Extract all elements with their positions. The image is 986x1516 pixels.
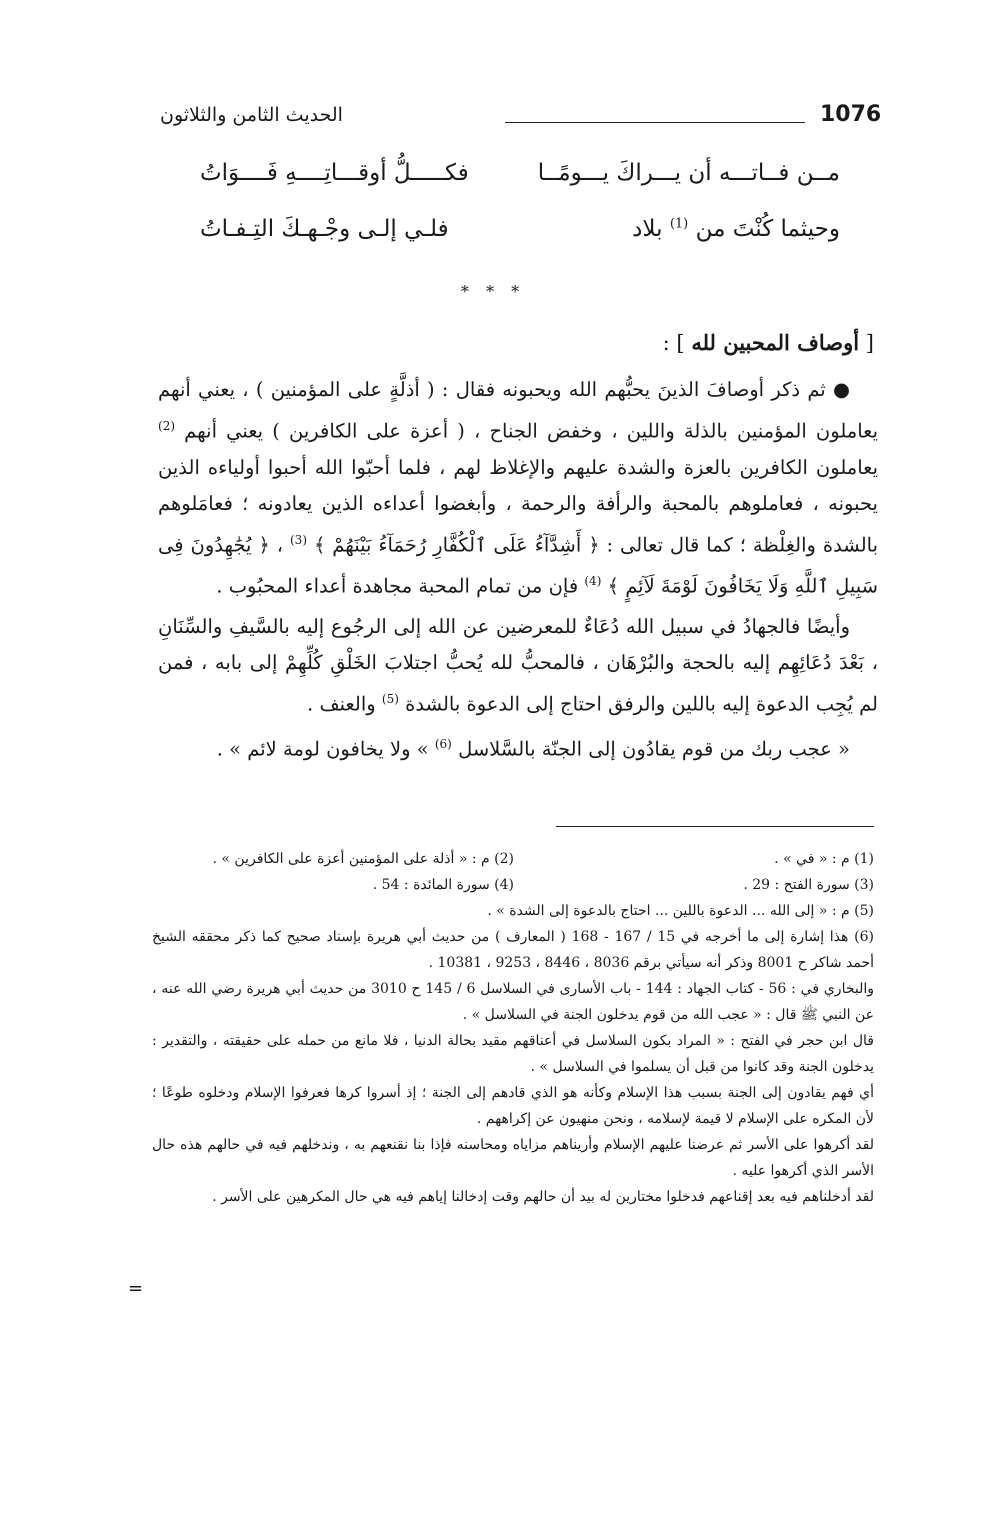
text-run: ، ﴿ يُجَٰهِدُونَ فِى سَبِيلِ ٱللَّهِ وَلَا يَخَافُونَ لَوْمَةَ لَآئِمٍ ﴾: [158, 533, 878, 598]
footnote-6-cont: قال ابن حجر في الفتح : « المراد بكون السلاسل في أعناقهم مقيد بحالة الدنيا ، فلا مانع من حمله على حقيقته ، والتقدير : يدخلون الجنة وقد كانوا من قبل أن يسلموا في السلاسل » .: [152, 1033, 874, 1075]
footnote-ref: (4): [584, 574, 602, 588]
footnote-6-cont: لقد أكرهوا على الأسر ثم عرضنا عليهم الإسلام وأريناهم مزاياه ومحاسنه فإذا بنا نقنعهم به ، وندخلهم فيه في حالهم هذه حال الأسر الذي أكرهوا عليه .: [152, 1137, 874, 1179]
text-run: وأيضًا فالجهادُ في سبيل الله دُعَاءٌ للمعرضين عن الله إلى الرجُوع إليه بالسَّيفِ والسِّنَانِ ، بَعْدَ دُعَائِهِم إليه بالحجة والبُرْهَان ، فالمحبُّ لله يُحبُّ اجتلابَ الخَلْقِ كُلِّهِمْ إلى بابه ، فمن لم يُجِب الدعوة إليه باللين والرفق احتاج إلى الدعوة بالشدة: [158, 614, 878, 715]
footnote-6-cont: أي فهم يقادون إلى الجنة بسبب هذا الإسلام وكأنه هو الذي قادهم إلى الجنة ؛ إذ أسروا كرها فعرفوا الإسلام ودخلوه طوعًا ؛ لأن المكره على الإسلام لا قيمة لإسلامه ، ونحن منهيون عن إكراههم .: [152, 1085, 874, 1127]
continuation-mark: =: [128, 1278, 144, 1299]
footnote-4: (4) سورة المائدة : 54 .: [372, 877, 514, 893]
footnote-separator: [556, 826, 874, 827]
footnote-6: (6) هذا إشارة إلى ما أخرجه في 15 / 167 - 168 ( المعارف ) من حديث أبي هريرة بإسناد صحيح كما ذكر محققه الشيخ أحمد شاكر ح 8001 وذكر أنه سيأتي برقم 8036 ، 8446 ، 9253 ، 10381 .: [152, 929, 874, 971]
poem-text: بلاد: [632, 216, 663, 242]
footnote-ref: (2): [158, 419, 176, 433]
footnote-row: [152, 846, 874, 872]
poem-hemistich-first: مــن فــاتـــه أن يـــراكَ يـــومًــا: [537, 160, 840, 186]
text-run: « عجب ربك من قوم يقادُون إلى الجنّة بالسَّلاسل: [458, 737, 850, 761]
footnotes: [152, 846, 874, 1210]
section-title: أوصاف المحبين لله: [691, 330, 860, 355]
text-run: » ولا يخافون لومة لائم » .: [216, 737, 429, 761]
text-run: يعاملون الكافرين بالعزة والشدة عليهم والإغلاظ لهم ، فلما أحبّوا الله أحبوا أولياءه الذين يحبونه ، فعاملوهم بالمحبة والرأفة والرحمة ، وأبغضوا أعداءه الذين يعادونه ؛ فعامَلوهم بالشدة والغِلْظة ؛ كما قال تعالى : ﴿ أَشِدَّآءُ عَلَى ٱلْكُفَّارِ رُحَمَآءُ بَيْنَهُمْ ﴾: [158, 455, 879, 556]
bracket-open: [: [865, 331, 874, 355]
page-header: [160, 100, 882, 140]
section-divider: * * *: [460, 282, 526, 301]
text-run: ● ثم ذكر أوصافَ الذينَ يحبُّهم الله ويحبونه فقال : ( أذلَّةٍ على المؤمنين ) ، يعني أنهم يعاملون المؤمنين بالذلة واللين ، وخفض الجناح ، ( أعزة على الكافرين ) يعني أنهم: [158, 378, 878, 443]
bracket-close: ] :: [662, 331, 685, 355]
header-rule: [505, 122, 805, 123]
section-heading: [663, 330, 874, 355]
footnote-row: [152, 872, 874, 898]
running-title: الحديث الثامن والثلاثون: [160, 104, 343, 126]
text-run: والعنف .: [307, 692, 376, 715]
page-number: 1076: [820, 102, 882, 127]
paragraph: [158, 372, 878, 605]
footnote-5: (5) م : « إلى الله ... الدعوة باللين ... احتاج بالدعوة إلى الشدة » .: [487, 903, 874, 919]
footnote-ref: (5): [381, 691, 399, 706]
poem-hemistich-second: فكـــــلُّ أوقـــاتِــــهِ فَــــوَاتُ: [200, 160, 469, 186]
footnote-3: (3) سورة الفتح : 29 .: [743, 877, 874, 893]
footnote-6-cont: لقد أدخلناهم فيه بعد إقناعهم فدخلوا مختارين له بيد أن حالهم وقت إدخالنا إياهم فيه هي حال المكرهين على الأسر .: [212, 1189, 874, 1205]
footnote-2: (2) م : « أذلة على المؤمنين أعزة على الكافرين » .: [212, 851, 514, 867]
footnote-ref: (3): [289, 532, 307, 547]
poem-hemistich-second: فلـي إلـى وجْـهـكَ التِـفـاتُ: [200, 216, 449, 242]
poem-text: وحيثما كُنْتَ من: [695, 216, 840, 242]
footnote-1: (1) م : « في » .: [774, 851, 874, 867]
text-run: فإن من تمام المحبة مجاهدة أعداء المحبُوب .: [216, 574, 579, 598]
footnote-ref: (1): [669, 216, 689, 232]
poem-line: [200, 160, 840, 200]
main-text: [158, 372, 878, 772]
poem-hemistich-first: [632, 216, 840, 242]
paragraph: [158, 726, 878, 768]
footnote-6-cont: والبخاري في : 56 - كتاب الجهاد : 144 - باب الأسارى في السلاسل 6 / 145 ح 3010 من حديث أبي هريرة رضي الله عنه ، عن النبي ﷺ قال : « عجب الله من قوم يدخلون الجنة في السلاسل » .: [152, 981, 875, 1023]
poem-line: [200, 216, 840, 256]
footnote-ref: (6): [434, 737, 452, 751]
paragraph: [158, 609, 878, 723]
